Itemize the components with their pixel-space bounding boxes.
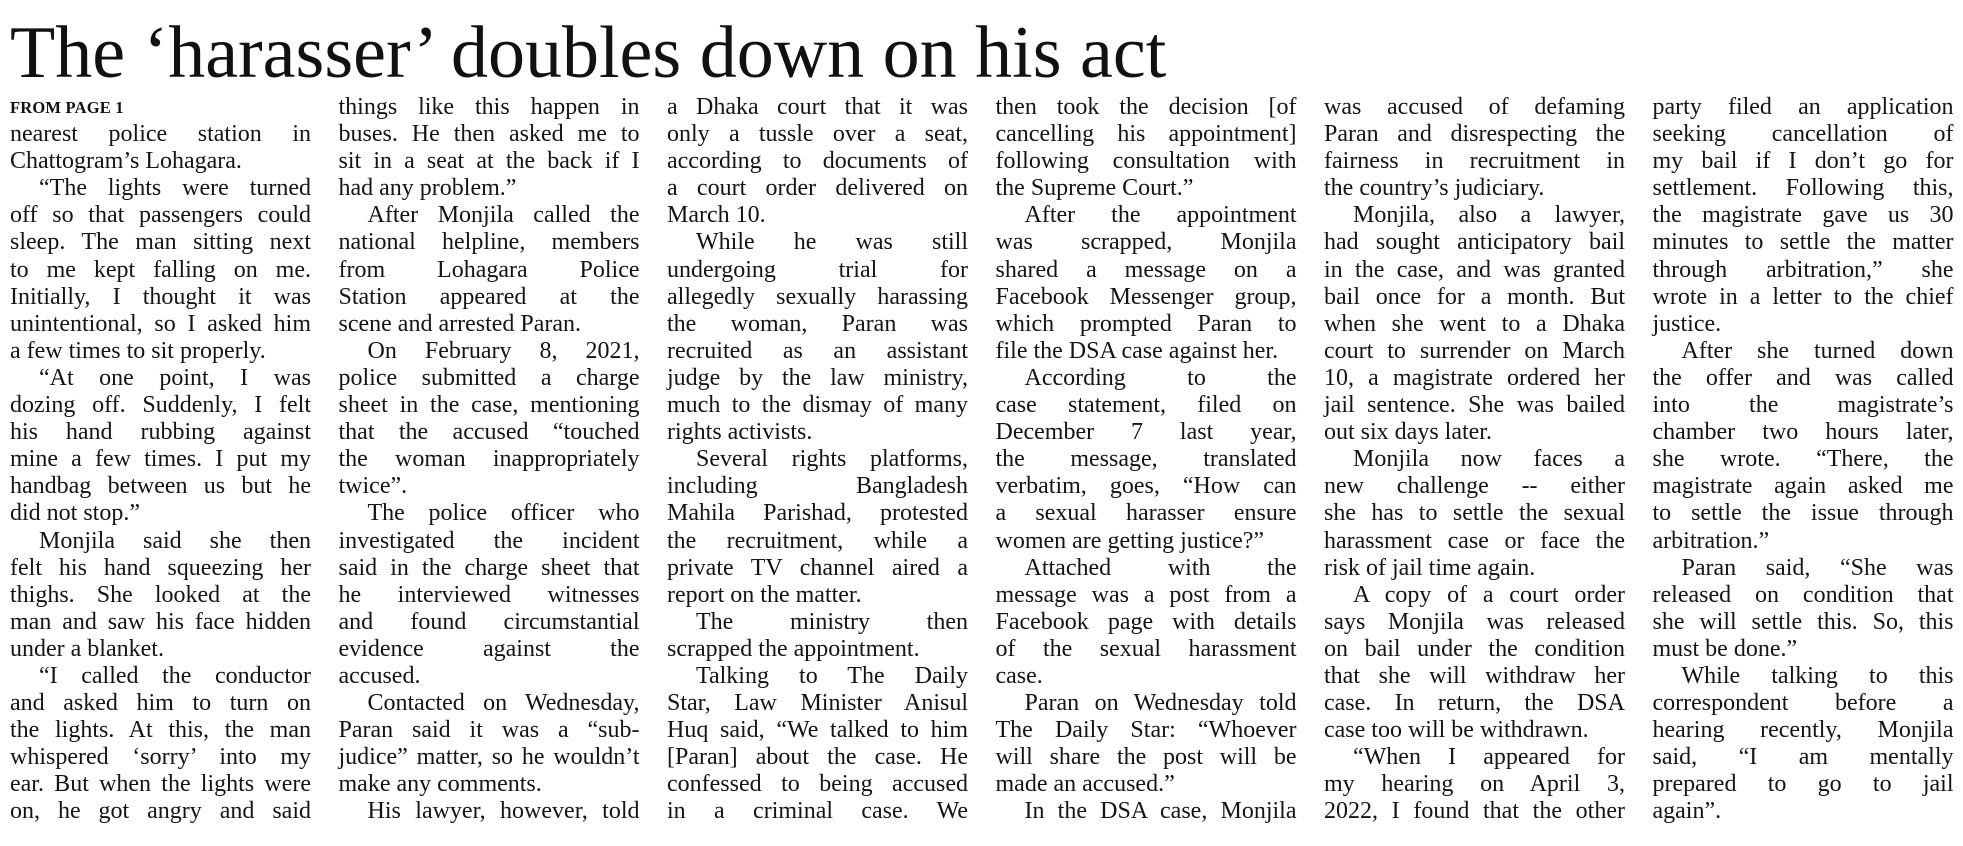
text-line: On February 8, 2021,: [367, 337, 640, 364]
text-line: arbitration.”: [1652, 527, 1770, 554]
text-line: according to documents of: [667, 148, 968, 175]
text-line: mine a few times. I put my: [10, 446, 311, 473]
text-line: chamber two hours later,: [1652, 419, 1954, 446]
text-line: released on condition that: [1652, 581, 1954, 608]
text-line: whispered ‘sorry’ into my: [10, 744, 311, 771]
article-column: [996, 94, 1297, 826]
text-line: felt his hand squeezing her: [10, 554, 311, 581]
text-line: buses. He then asked me to: [338, 121, 640, 148]
paragraph: [996, 202, 1297, 365]
text-line: handbag between us but he: [10, 473, 311, 500]
paragraph: [667, 663, 968, 826]
text-line: unintentional, so I asked him: [10, 310, 311, 337]
text-line: case too will be withdrawn.: [1324, 717, 1589, 744]
text-line: Facebook Messenger group,: [995, 283, 1297, 310]
text-line: judge by the law ministry,: [667, 364, 968, 391]
text-line: Chattogram’s Lohagara.: [10, 148, 242, 175]
text-line: evidence against the: [338, 635, 640, 662]
text-line: ear. But when the lights were: [10, 771, 311, 798]
jump-label: FROM PAGE 1: [10, 98, 124, 117]
text-line: through arbitration,” she: [1652, 256, 1954, 283]
paragraph: [339, 798, 640, 825]
text-line: case.: [995, 662, 1043, 689]
text-line: accused.: [338, 662, 421, 689]
text-line: risk of jail time again.: [1324, 554, 1536, 581]
text-line: cancelling his appointment]: [995, 121, 1297, 148]
paragraph: [339, 202, 640, 337]
text-line: harassment case or face the: [1324, 527, 1625, 554]
text-line: The ministry then: [696, 608, 968, 635]
paragraph: [1324, 94, 1625, 202]
paragraph: [996, 555, 1297, 690]
text-line: court to surrender on March: [1324, 337, 1625, 364]
text-line: make any comments.: [338, 771, 542, 798]
text-line: Initially, I thought it was: [10, 283, 311, 310]
paragraph: [1653, 555, 1954, 663]
article-body: [10, 94, 1954, 826]
text-line: sleep. The man sitting next: [10, 229, 311, 256]
text-line: private TV channel aired a: [667, 554, 968, 581]
paragraph: [339, 338, 640, 501]
text-line: the country’s judiciary.: [1324, 175, 1545, 202]
paragraph: [1324, 202, 1625, 446]
text-line: After Monjila called the: [367, 202, 640, 229]
text-line: Station appeared at the: [338, 283, 640, 310]
text-line: justice.: [1652, 310, 1722, 337]
text-line: Huq said, “We talked to him: [667, 717, 968, 744]
paragraph: [10, 663, 311, 826]
text-line: on bail under the condition: [1324, 635, 1625, 662]
text-line: out six days later.: [1324, 419, 1492, 446]
text-line: Monjila now faces a: [1353, 446, 1625, 473]
text-line: file the DSA case against her.: [995, 337, 1279, 364]
text-line: verbatim, goes, “How can: [995, 473, 1297, 500]
text-line: sit in a seat at the back if I: [338, 148, 640, 175]
text-line: and asked him to turn on: [10, 690, 311, 717]
text-line: to me kept falling on me.: [10, 256, 311, 283]
text-line: she has to settle the sexual: [1324, 500, 1625, 527]
text-line: recruited as an assistant: [667, 337, 968, 364]
text-line: confessed to being accused: [667, 771, 968, 798]
paragraph: [1653, 663, 1954, 826]
text-line: in a criminal case. We: [667, 798, 968, 825]
text-line: when she went to a Dhaka: [1324, 310, 1625, 337]
paragraph: [10, 175, 311, 365]
text-line: case. In return, the DSA: [1324, 690, 1625, 717]
article-column: [667, 94, 968, 826]
paragraph: [667, 94, 968, 229]
text-line: was accused of defaming: [1324, 94, 1625, 120]
article-column: [339, 94, 640, 826]
text-line: December 7 last year,: [995, 419, 1297, 446]
text-line: Paran said, “She was: [1681, 554, 1954, 581]
text-line: thighs. She looked at the: [10, 581, 311, 608]
text-line: that the accused “touched: [338, 419, 640, 446]
text-line: correspondent before a: [1652, 690, 1954, 717]
text-line: twice”.: [338, 473, 408, 500]
paragraph: [339, 94, 640, 202]
text-line: following consultation with: [995, 148, 1297, 175]
text-line: from Lohagara Police: [338, 256, 640, 283]
text-line: Mahila Parishad, protested: [667, 500, 968, 527]
text-line: she will settle this. So, this: [1652, 608, 1954, 635]
text-line: then took the decision [of: [995, 94, 1297, 120]
text-line: said in the charge sheet that: [338, 554, 640, 581]
paragraph: [1653, 338, 1954, 555]
text-line: March 10.: [667, 202, 766, 229]
text-line: A copy of a court order: [1353, 581, 1625, 608]
text-line: on, he got angry and said: [10, 798, 311, 825]
text-line: only a tussle over a seat,: [667, 121, 968, 148]
article-column: [1324, 94, 1625, 826]
text-line: “I called the conductor: [39, 662, 311, 689]
text-line: of the sexual harassment: [995, 635, 1297, 662]
text-line: While he was still: [696, 229, 968, 256]
text-line: wrote in a letter to the chief: [1652, 283, 1954, 310]
text-line: his hand rubbing against: [10, 419, 311, 446]
text-line: Facebook page with details: [995, 608, 1297, 635]
text-line: After she turned down: [1681, 337, 1954, 364]
text-line: Monjila, also a lawyer,: [1353, 202, 1625, 229]
text-line: His lawyer, however, told: [367, 798, 640, 825]
text-line: under a blanket.: [10, 635, 164, 662]
text-line: the recruitment, while a: [667, 527, 968, 554]
paragraph: [996, 690, 1297, 798]
text-line: prepared to go to jail: [1652, 771, 1954, 798]
text-line: bail once for a month. But: [1324, 283, 1625, 310]
text-line: fairness in recruitment in: [1324, 148, 1625, 175]
text-line: “At one point, I was: [39, 364, 311, 391]
text-line: did not stop.”: [10, 500, 140, 527]
text-line: After the appointment: [1024, 202, 1297, 229]
text-line: women are getting justice?”: [995, 527, 1265, 554]
text-line: the lights. At this, the man: [10, 717, 311, 744]
text-line: new challenge -- either: [1324, 473, 1625, 500]
paragraph: [10, 365, 311, 528]
text-line: nearest police station in: [10, 121, 311, 148]
text-line: much to the dismay of many: [667, 392, 968, 419]
paragraph: [10, 528, 311, 663]
text-line: The Daily Star: “Whoever: [995, 717, 1297, 744]
text-line: While talking to this: [1681, 662, 1954, 689]
text-line: she wrote. “There, the: [1652, 446, 1954, 473]
text-line: [Paran] about the case. He: [667, 744, 968, 771]
headline: The ‘harasser’ doubles down on his act: [10, 12, 1167, 94]
text-line: my hearing on April 3,: [1324, 771, 1625, 798]
text-line: scrapped the appointment.: [667, 635, 920, 662]
text-line: into the magistrate’s: [1652, 392, 1954, 419]
text-line: In the DSA case, Monjila: [1024, 798, 1297, 825]
text-line: rights activists.: [667, 419, 813, 446]
text-line: will share the post will be: [995, 744, 1297, 771]
text-line: police submitted a charge: [338, 364, 640, 391]
paragraph: [667, 609, 968, 663]
text-line: Several rights platforms,: [696, 446, 968, 473]
text-line: the offer and was called: [1652, 364, 1954, 391]
text-line: to settle the issue through: [1652, 500, 1954, 527]
text-line: Star, Law Minister Anisul: [667, 690, 968, 717]
text-line: man and saw his face hidden: [10, 608, 311, 635]
text-line: “When I appeared for: [1353, 744, 1625, 771]
text-line: undergoing trial for: [667, 256, 968, 283]
text-line: said, “I am mentally: [1652, 744, 1954, 771]
text-line: a Dhaka court that it was: [667, 94, 968, 120]
text-line: Contacted on Wednesday,: [367, 690, 640, 717]
text-line: investigated the incident: [338, 527, 640, 554]
text-line: 10, a magistrate ordered her: [1324, 364, 1625, 391]
paragraph: [667, 229, 968, 446]
text-line: and found circumstantial: [338, 608, 640, 635]
text-line: sheet in the case, mentioning: [338, 392, 640, 419]
text-line: seeking cancellation of: [1652, 121, 1954, 148]
text-line: a court order delivered on: [667, 175, 968, 202]
text-line: things like this happen in: [338, 94, 640, 120]
paragraph: [339, 690, 640, 798]
text-line: which prompted Paran to: [995, 310, 1297, 337]
text-line: was scrapped, Monjila: [995, 229, 1297, 256]
text-line: Paran on Wednesday told: [1024, 690, 1297, 717]
text-line: made an accused.”: [995, 771, 1175, 798]
text-line: Paran and disrespecting the: [1324, 121, 1625, 148]
text-line: Paran said it was a “sub-: [338, 717, 640, 744]
paragraph: [1324, 446, 1625, 581]
text-line: national helpline, members: [338, 229, 640, 256]
text-line: the message, translated: [995, 446, 1297, 473]
text-line: again”.: [1652, 798, 1722, 825]
text-line: off so that passengers could: [10, 202, 311, 229]
text-line: Monjila said she then: [39, 527, 311, 554]
text-line: According to the: [1024, 364, 1297, 391]
text-line: Talking to The Daily: [696, 662, 968, 689]
paragraph: [996, 365, 1297, 555]
text-line: message was a post from a: [995, 581, 1297, 608]
article-column: [1653, 94, 1954, 826]
text-line: judice” matter, so he wouldn’t: [338, 744, 640, 771]
text-line: in the case, and was granted: [1324, 256, 1625, 283]
text-line: had any problem.”: [338, 175, 517, 202]
text-line: that she will withdraw her: [1324, 662, 1625, 689]
paragraph: [996, 798, 1297, 825]
text-line: minutes to settle the matter: [1652, 229, 1954, 256]
text-line: says Monjila was released: [1324, 608, 1625, 635]
text-line: shared a message on a: [995, 256, 1297, 283]
article-column: [10, 94, 311, 826]
text-line: “The lights were turned: [39, 175, 311, 202]
paragraph: [1653, 94, 1954, 338]
paragraph: [339, 500, 640, 690]
text-line: the woman, Paran was: [667, 310, 968, 337]
text-line: The police officer who: [367, 500, 640, 527]
text-line: a sexual harasser ensure: [995, 500, 1297, 527]
text-line: had sought anticipatory bail: [1324, 229, 1625, 256]
text-line: he interviewed witnesses: [338, 581, 640, 608]
text-line: my bail if I don’t go for: [1652, 148, 1954, 175]
text-line: magistrate again asked me: [1652, 473, 1954, 500]
text-line: a few times to sit properly.: [10, 337, 266, 364]
text-line: jail sentence. She was bailed: [1324, 392, 1625, 419]
paragraph: [1324, 744, 1625, 825]
text-line: the woman inappropriately: [338, 446, 640, 473]
text-line: party filed an application: [1652, 94, 1954, 120]
text-line: dozing off. Suddenly, I felt: [10, 392, 311, 419]
text-line: allegedly sexually harassing: [667, 283, 968, 310]
text-line: report on the matter.: [667, 581, 862, 608]
text-line: scene and arrested Paran.: [338, 310, 582, 337]
paragraph: [10, 121, 311, 175]
text-line: 2022, I found that the other: [1324, 798, 1625, 825]
text-line: the magistrate gave us 30: [1652, 202, 1954, 229]
text-line: Attached with the: [1024, 554, 1297, 581]
text-line: the Supreme Court.”: [995, 175, 1194, 202]
text-line: settlement. Following this,: [1652, 175, 1954, 202]
text-line: case statement, filed on: [995, 392, 1297, 419]
paragraph: [1324, 582, 1625, 745]
text-line: must be done.”: [1652, 635, 1798, 662]
text-line: including Bangladesh: [667, 473, 968, 500]
text-line: hearing recently, Monjila: [1652, 717, 1954, 744]
paragraph: [996, 94, 1297, 202]
paragraph: [667, 446, 968, 609]
